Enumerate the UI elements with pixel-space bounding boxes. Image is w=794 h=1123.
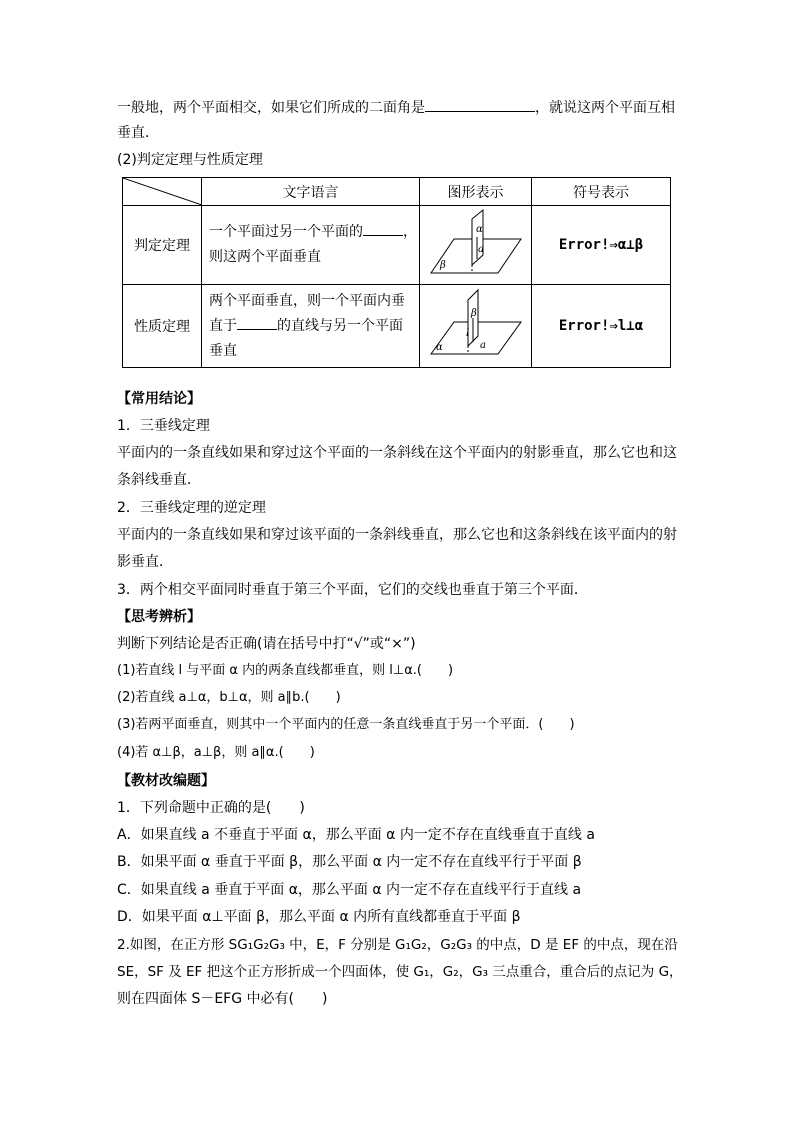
figure-determination (420, 206, 532, 285)
conclusions-heading: 【常用结论】 (117, 391, 201, 407)
header-text-language: 文字语言 (202, 178, 420, 206)
label-a: a (477, 244, 484, 255)
text-part: 两个平面垂直，则一个平面内垂 (209, 292, 405, 309)
thinking-heading: 【思考辨析】 (117, 609, 201, 625)
question-2-line-3: 则在四面体 S－EFG 中必有( ) (117, 991, 328, 1007)
symbol-determination (532, 206, 671, 285)
text-part: ， (403, 224, 417, 240)
option-d: D．如果平面 α⊥平面 β，那么平面 α 内所有直线都垂直于平面 β (117, 909, 521, 925)
intro-line-2: 垂直． (117, 125, 159, 141)
figure-property (420, 285, 532, 368)
intro-text-b: ，就说这两个平面互相 (535, 100, 675, 116)
diagonal-header-cell (123, 178, 202, 206)
text-part: 一个平面过另一个平面的 (209, 224, 363, 240)
conclusion-2-title: 2．三垂线定理的逆定理 (117, 500, 266, 516)
question-2-line-1: 2.如图，在正方形 SG₁G₂G₃ 中，E，F 分别是 G₁G₂，G₂G₃ 的中点，D 是 EF 的中点，现在沿 (117, 937, 678, 953)
thinking-intro: 判断下列结论是否正确(请在括号中打“√”或“×”) (117, 636, 416, 652)
symbol-text: Error!⇒α⊥β (558, 237, 644, 253)
text-part: 垂直 (209, 342, 237, 359)
conclusion-1-line-2: 条斜线垂直． (117, 472, 201, 488)
thinking-item-2: (2)若直线 a⊥α，b⊥α，则 a∥b.( ) (117, 690, 341, 705)
conclusion-2-line-1: 平面内的一条直线如果和穿过该平面的一条斜线垂直，那么它也和这条斜线在该平面内的射 (117, 527, 677, 543)
textbook-heading: 【教材改编题】 (117, 773, 215, 789)
row-name-property: 性质定理 (123, 285, 202, 368)
label-beta: β (470, 308, 477, 319)
answer-blank (425, 96, 535, 112)
intro-line-1 (117, 96, 682, 118)
row-text-determination (202, 206, 420, 285)
thinking-item-3: (3)若两平面垂直，则其中一个平面内的任意一条直线垂直于另一个平面．( ) (117, 717, 575, 732)
row-text-property (202, 285, 420, 368)
diagonal-line (123, 178, 202, 205)
conclusion-2-line-2: 影垂直． (117, 554, 173, 570)
intro-text-a: 一般地，两个平面相交，如果它们所成的二面角是 (117, 100, 425, 116)
table-row (123, 206, 671, 285)
question-2-line-2: SE，SF 及 EF 把这个正方形折成一个四面体，使 G₁，G₂，G₃ 三点重合，重合后的点记为 G， (117, 964, 683, 980)
table-row (123, 285, 671, 368)
text-part: 的直线与另一个平面 (277, 317, 403, 334)
section-title: (2)判定定理与性质定理 (117, 152, 263, 168)
symbol-text: Error!⇒l⊥α (558, 318, 644, 334)
text-part: 直于 (209, 317, 237, 334)
header-figure: 图形表示 (420, 178, 532, 206)
label-alpha: α (475, 224, 483, 235)
conclusion-1-title: 1．三垂线定理 (117, 418, 210, 434)
text-part: 则这两个平面垂直 (209, 249, 321, 265)
label-a: a (479, 340, 486, 351)
option-b: B．如果平面 α 垂直于平面 β，那么平面 α 内一定不存在直线平行于平面 β (117, 854, 582, 870)
conclusion-3: 3．两个相交平面同时垂直于第三个平面，它们的交线也垂直于第三个平面． (117, 582, 588, 598)
conclusion-1-line-1: 平面内的一条直线如果和穿过这个平面的一条斜线在这个平面内的射影垂直，那么它也和这 (117, 445, 677, 461)
thinking-item-4: (4)若 α⊥β，a⊥β，则 a∥α.( ) (117, 745, 315, 760)
row-name-determination: 判定定理 (123, 206, 202, 285)
theorem-table (122, 177, 671, 368)
question-1: 1．下列命题中正确的是( ) (117, 800, 305, 816)
label-beta: β (439, 260, 446, 271)
symbol-property (532, 285, 671, 368)
header-symbol: 符号表示 (532, 178, 671, 206)
thinking-item-1: (1)若直线 l 与平面 α 内的两条直线都垂直，则 l⊥α.( ) (117, 663, 454, 678)
option-c: C．如果直线 a 垂直于平面 α，那么平面 α 内一定不存在直线平行于直线 a (117, 882, 582, 898)
perpendicular-planes-figure (426, 286, 526, 362)
table-header-row (123, 178, 671, 206)
option-a: A．如果直线 a 不垂直于平面 α，那么平面 α 内一定不存在直线垂直于直线 a (117, 827, 595, 843)
label-l: l (465, 328, 469, 339)
answer-blank (237, 316, 277, 330)
label-alpha: α (435, 342, 443, 353)
perpendicular-planes-figure (426, 207, 526, 279)
answer-blank (363, 222, 403, 236)
